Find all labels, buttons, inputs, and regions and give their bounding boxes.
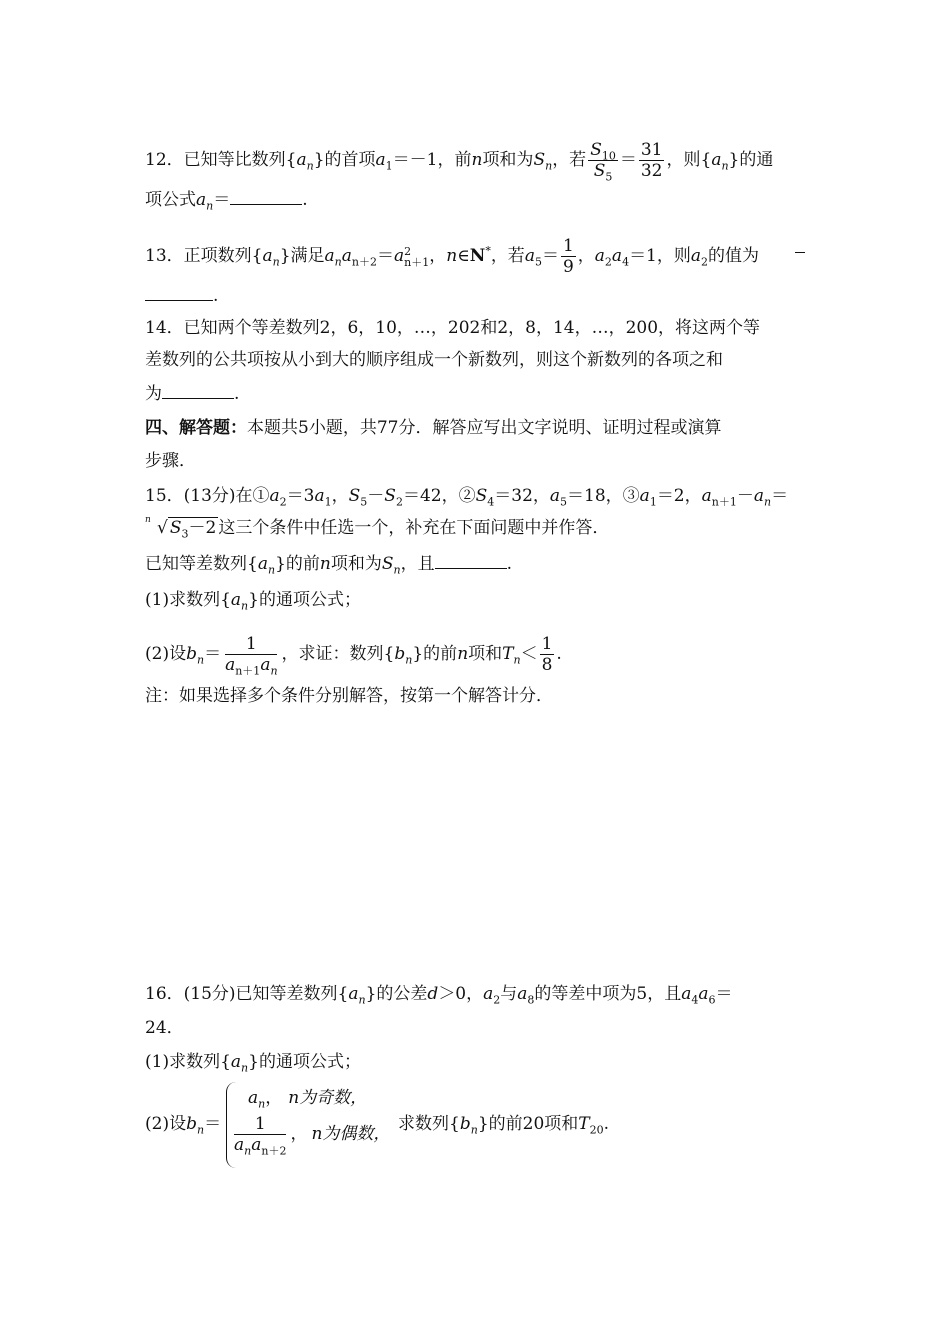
q15-note: 注：如果选择多个条件分别解答，按第一个解答计分． (145, 686, 553, 706)
q16-line1: 16．(15分)已知等差数列$\{a_n\}$的公差d＞0，$a_2$与$a_8$的等差中项为5，且$a_4a_6=$ (145, 984, 733, 1007)
q16-line2: 24． (145, 1018, 184, 1038)
answer-blank (145, 286, 213, 301)
answer-blank (230, 190, 302, 205)
answer-blank-start (795, 238, 805, 253)
q16-part1: (1)求数列$\{a_n\}$的通项公式； (145, 1052, 361, 1075)
q14-line3: 为 . (145, 384, 240, 404)
section-heading-line2: 步骤． (145, 451, 196, 471)
case-even: $\frac{1}{a_na_{n+2}}$ ， n为偶数， (234, 1114, 391, 1158)
q16-part2-label: (2)设$b_n=$ (145, 1114, 222, 1137)
nth-root: n √ $S_3-2$ (145, 515, 217, 541)
section-heading: 四、解答题：本题共5小题，共77分．解答应写出文字说明、证明过程或演算 (145, 418, 722, 438)
q13-line2: . (145, 284, 218, 308)
fraction-31-32: $\frac{31}{32}$ (640, 140, 663, 181)
fraction-s10-s5: $\frac{S_{10}}{S_5}$ (590, 140, 616, 184)
answer-blank (162, 384, 234, 399)
fraction-1-8: $\frac{1}{8}$ (541, 634, 553, 675)
q15-line1: 15．(13分)在$①a_2=3a_1$，$S_5-S_2=42$，$②S_4=32$，$a_5=18$，$③a_1=2$，$a_{n+1}-a_n=$ (145, 486, 789, 509)
q14-line2: 差数列的公共项按从小到大的顺序组成一个新数列，则这个新数列的各项之和 (145, 350, 723, 370)
q15-line3: 已知等差数列$\{a_n\}$的前n项和为$S_n$，且 . (145, 554, 512, 577)
q15-part2: (2)设$b_n=$ $\frac{1}{a_{n+1}a_n}$ ，求证：数列$\{b_n\}$的前n项和$T_n<$ $\frac{1}{8}$ . (145, 634, 562, 678)
answer-blank (435, 554, 507, 569)
fraction-1-9: $\frac{1}{9}$ (562, 236, 574, 277)
q13-line1: 13．正项数列$\{a_n\}$满足$a_na_{n+2}=a$ 2 n＋1 ，n∈N*，若$a_5=$ $\frac{1}{9}$ ，$a_2a_4=1$，则$a_2$的值为 (145, 236, 760, 277)
case-odd: $a_n$， n为奇数， (248, 1088, 368, 1111)
fraction-bn: $\frac{1}{a_{n+1}a_n}$ (225, 634, 278, 678)
q16-part2-tail: 求数列$\{b_n\}$的前20项和$T_{20}$. (398, 1114, 610, 1137)
q15-line2: n √ $S_3-2$ 这三个条件中任选一个，补充在下面问题中并作答． (145, 515, 610, 541)
fraction-case-even: $\frac{1}{a_na_{n+2}}$ (234, 1114, 287, 1158)
q15-part1: (1)求数列$\{a_n\}$的通项公式； (145, 590, 361, 613)
q12-line1: 12．已知等比数列$\{a_n\}$的首项$a_1=-1$，前n项和为$S_n$，若 $\frac{S_{10}}{S_5}$ ＝ $\frac{31}{32}$ ，则$\{a_n\}$的通 (145, 140, 774, 184)
q14-line1: 14．已知两个等差数列2，6，10，…，202和2，8，14，…，200，将这两个等 (145, 318, 761, 338)
q12-line2: 项公式$a_n=$ . (145, 190, 308, 213)
